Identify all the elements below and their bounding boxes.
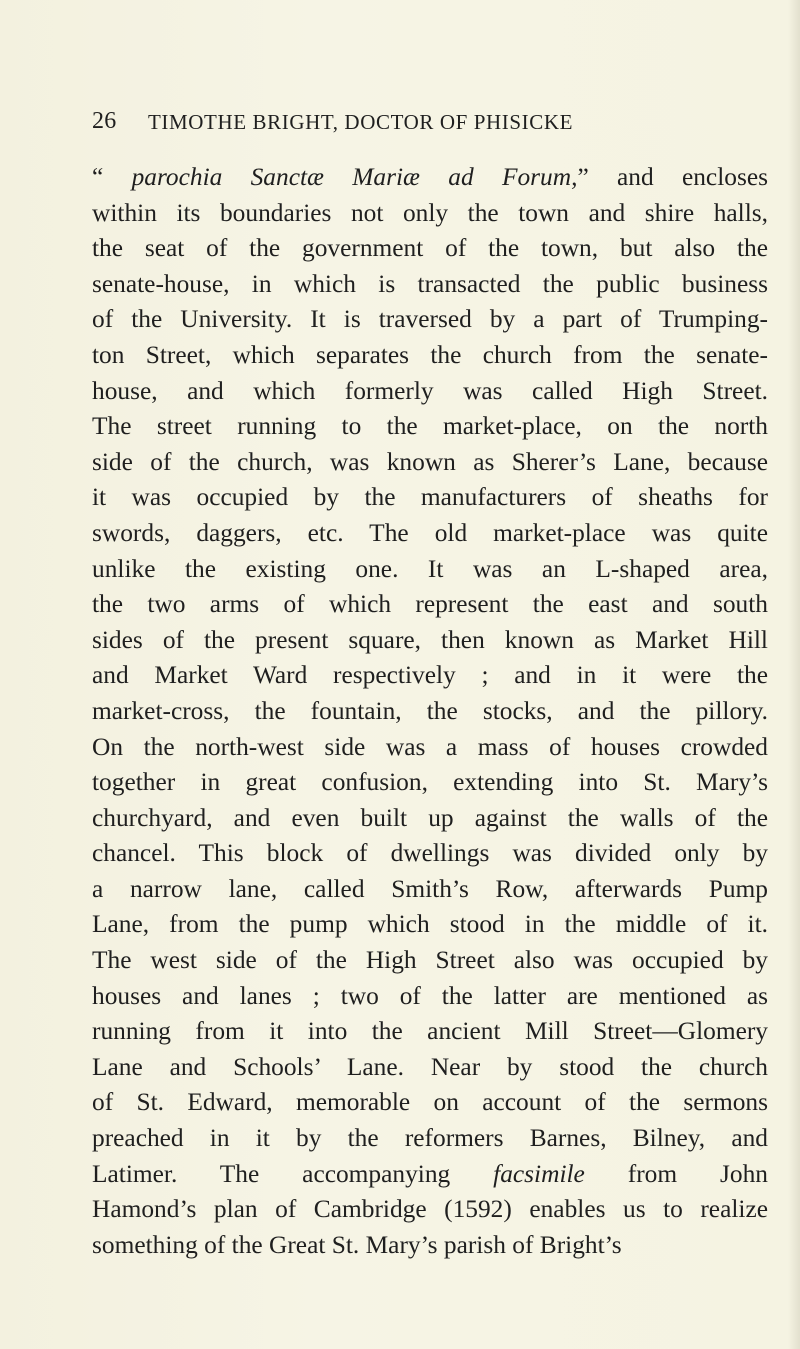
text-line <box>92 836 768 872</box>
text-run: senate-house, in which is transacted the public business <box>92 269 768 298</box>
text-line <box>92 1121 768 1157</box>
text-run: houses and lanes ; two of the latter are mentioned as <box>92 981 768 1010</box>
text-run: from John <box>584 1159 768 1188</box>
text-run: and Market Ward respectively ; and in it were the <box>92 661 768 690</box>
text-line <box>92 765 768 801</box>
text-line <box>92 1014 768 1050</box>
text-line <box>92 1228 768 1264</box>
text-run: unlike the existing one. It was an L-shaped area, <box>92 554 768 583</box>
text-run: it was occupied by the manufacturers of sheaths for <box>92 483 768 512</box>
text-line <box>92 623 768 659</box>
body-text <box>92 160 768 1263</box>
text-line <box>92 409 768 445</box>
page-number: 26 <box>92 108 117 134</box>
text-line <box>92 374 768 410</box>
text-run: the seat of the government of the town, but also the <box>92 234 768 263</box>
text-run: of St. Edward, memorable on account of the sermons <box>92 1088 768 1117</box>
text-line <box>92 979 768 1015</box>
text-run: of the University. It is traversed by a part of Trumping- <box>92 305 768 334</box>
text-run: market-cross, the fountain, the stocks, and the pillory. <box>92 696 768 725</box>
text-run: ” and encloses <box>577 163 768 191</box>
text-run: The west side of the High Street also was occupied by <box>92 946 768 975</box>
text-run: running from it into the ancient Mill Street—Glomery <box>92 1017 768 1046</box>
text-run: a narrow lane, called Smith’s Row, afterwards Pump <box>92 874 768 903</box>
text-run: ton Street, which separates the church from the senate- <box>92 340 768 369</box>
page-edge-shadow <box>788 0 800 1349</box>
text-run: within its boundaries not only the town and shire halls, <box>92 198 768 227</box>
text-run: together in great confusion, extending into St. Mary’s <box>92 768 768 797</box>
text-run: “ <box>92 163 132 191</box>
text-run: Lane, from the pump which stood in the middle of it. <box>92 910 768 939</box>
text-run: Latimer. The accompanying <box>92 1159 494 1188</box>
text-run: side of the church, was known as Sherer’s Lane, because <box>92 447 768 476</box>
text-line <box>92 338 768 374</box>
text-line <box>92 480 768 516</box>
text-line <box>92 658 768 694</box>
text-run: chancel. This block of dwellings was divided only by <box>92 839 768 868</box>
text-line <box>92 907 768 943</box>
text-run: The street running to the market-place, on the north <box>92 412 768 441</box>
text-line <box>92 445 768 481</box>
running-head-title: TIMOTHE BRIGHT, DOCTOR OF PHISICKE <box>148 110 574 134</box>
text-line <box>92 160 768 196</box>
text-line <box>92 1050 768 1086</box>
text-line <box>92 1157 768 1193</box>
italic-text: parochia Sanctæ Mariæ ad Forum, <box>131 163 578 191</box>
text-line <box>92 1192 768 1228</box>
text-run: Lane and Schools’ Lane. Near by stood the church <box>92 1052 768 1081</box>
text-line <box>92 552 768 588</box>
text-run: preached in it by the reformers Barnes, Bilney, and <box>92 1124 768 1153</box>
text-run: something of the Great St. Mary’s parish of Bright’s <box>92 1230 622 1259</box>
text-run: On the north-west side was a mass of houses crowded <box>92 732 768 761</box>
text-line <box>92 872 768 908</box>
text-run: house, and which formerly was called High Street. <box>92 376 768 405</box>
text-line <box>92 943 768 979</box>
text-line <box>92 231 768 267</box>
text-line <box>92 516 768 552</box>
text-run: sides of the present square, then known as Market Hill <box>92 625 768 654</box>
text-line <box>92 1085 768 1121</box>
text-run: Hamond’s plan of Cambridge (1592) enables us to realize <box>92 1195 768 1224</box>
text-line <box>92 801 768 837</box>
text-run: swords, daggers, etc. The old market-place was quite <box>92 518 768 547</box>
text-line <box>92 730 768 766</box>
running-head <box>92 108 732 148</box>
text-line <box>92 694 768 730</box>
text-run: the two arms of which represent the east and south <box>92 590 768 619</box>
text-line <box>92 196 768 232</box>
text-line <box>92 267 768 303</box>
text-line <box>92 587 768 623</box>
text-run: churchyard, and even built up against the walls of the <box>92 803 768 832</box>
text-line <box>92 302 768 338</box>
italic-text: facsimile <box>493 1159 585 1188</box>
